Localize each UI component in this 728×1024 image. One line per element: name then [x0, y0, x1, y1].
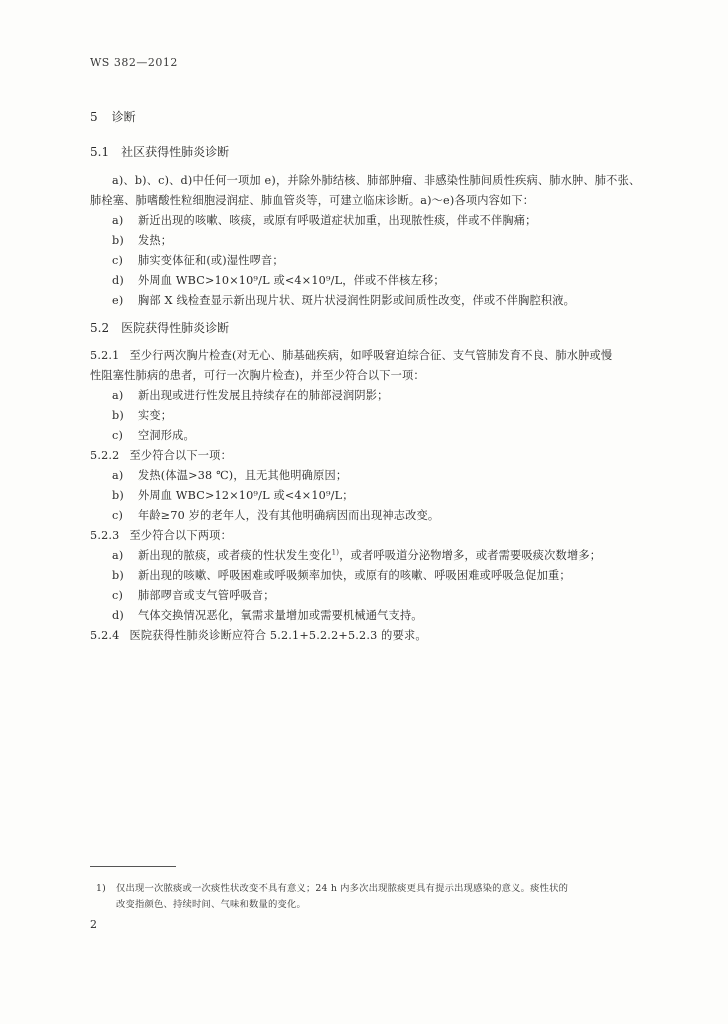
clause-5-2-4	[90, 627, 427, 643]
item-text: 空洞形成。	[138, 429, 195, 442]
item-text: 新出现的脓痰，或者痰的性状发生变化	[138, 549, 332, 562]
clause-intro: 至少符合以下两项：	[129, 529, 232, 542]
item-text: 外周血 WBC>10×10⁹/L 或<4×10⁹/L，伴或不伴核左移；	[138, 274, 445, 287]
section-number: 5.1	[90, 145, 110, 159]
list-item	[112, 587, 275, 603]
clause-5-2-2	[90, 447, 232, 463]
list-item	[112, 427, 195, 443]
item-label: a)	[112, 469, 124, 482]
standard-code-header: WS 382—2012	[90, 56, 178, 69]
clause-intro: 至少符合以下一项：	[129, 449, 232, 462]
item-text: 外周血 WBC>12×10⁹/L 或<4×10⁹/L；	[138, 489, 354, 502]
list-item	[112, 212, 537, 228]
section-number: 5	[90, 110, 98, 124]
section-5-2-heading	[90, 319, 229, 336]
paragraph-line: 性阻塞性肺病的患者，可行一次胸片检查)，并至少符合以下一项：	[90, 369, 425, 382]
item-label: a)	[112, 389, 124, 402]
item-label: d)	[112, 609, 124, 622]
item-label: b)	[112, 489, 124, 502]
list-item	[112, 272, 445, 288]
item-text: 发热；	[138, 234, 173, 247]
list-item	[112, 252, 284, 268]
paragraph-line: a)、b)、c)、d)中任何一项加 e)，并除外肺结核、肺部肿瘤、非感染性肺间质性疾病、肺水肿、肺不张、	[112, 174, 641, 187]
section-title: 诊断	[111, 110, 136, 124]
item-label: c)	[112, 429, 124, 442]
footnote-reference: 1)	[331, 548, 340, 557]
clause-5-2-1	[90, 347, 612, 363]
item-text: 实变；	[138, 409, 173, 422]
page-number: 2	[90, 918, 97, 931]
item-text-continued: ，或者呼吸道分泌物增多，或者需要吸痰次数增多；	[339, 549, 602, 562]
clause-number: 5.2.2	[90, 449, 120, 462]
item-label: c)	[112, 254, 124, 267]
item-text: 气体交换情况恶化，氧需求量增加或需要机械通气支持。	[138, 609, 423, 622]
list-item	[112, 467, 347, 483]
clause-number: 5.2.1	[90, 349, 120, 362]
section-title: 医院获得性肺炎诊断	[121, 321, 230, 335]
clause-5-2-3	[90, 527, 232, 543]
list-item	[112, 407, 172, 423]
item-text: 新出现或进行性发展且持续存在的肺部浸润阴影；	[138, 389, 389, 402]
paragraph-line: 肺栓塞、肺嗜酸性粒细胞浸润症、肺血管炎等，可建立临床诊断。a)～e)各项内容如下：	[90, 194, 535, 207]
list-item	[112, 387, 389, 403]
section-title: 社区获得性肺炎诊断	[121, 145, 230, 159]
list-item	[112, 607, 423, 623]
item-label: a)	[112, 549, 124, 562]
item-label: b)	[112, 234, 124, 247]
list-item	[112, 507, 439, 523]
item-text: 新近出现的咳嗽、咳痰，或原有呼吸道症状加重，出现脓性痰，伴或不伴胸痛；	[138, 214, 537, 227]
item-text: 肺部啰音或支气管呼吸音；	[138, 589, 275, 602]
item-label: b)	[112, 569, 124, 582]
item-label: b)	[112, 409, 124, 422]
section-number: 5.2	[90, 321, 110, 335]
section-5-1-heading	[90, 143, 229, 160]
paragraph-line: 至少行两次胸片检查(对无心、肺基础疾病，如呼吸窘迫综合征、支气管肺发育不良、肺水肿或慢	[129, 349, 613, 362]
list-item	[112, 292, 575, 308]
item-text: 发热(体温>38 ℃)，且无其他明确原因；	[138, 469, 348, 482]
list-item	[112, 232, 172, 248]
footnote-divider	[90, 866, 176, 867]
list-item	[112, 547, 601, 563]
item-label: c)	[112, 509, 124, 522]
footnote-label: 1)	[96, 883, 106, 894]
item-text: 年龄≥70 岁的老年人，没有其他明确病因而出现神志改变。	[138, 509, 440, 522]
item-label: e)	[112, 294, 124, 307]
footnote-line: 仅出现一次脓痰或一次痰性状改变不具有意义；24 h 内多次出现脓痰更具有提示出现感染的意义。痰性状的	[116, 883, 569, 894]
footnote	[96, 880, 568, 894]
item-text: 肺实变体征和(或)湿性啰音；	[138, 254, 284, 267]
item-label: c)	[112, 589, 124, 602]
list-item	[112, 567, 571, 583]
clause-number: 5.2.4	[90, 629, 120, 642]
list-item	[112, 487, 354, 503]
footnote-line: 改变指颜色、持续时间、气味和数量的变化。	[116, 899, 306, 910]
item-label: d)	[112, 274, 124, 287]
item-label: a)	[112, 214, 124, 227]
clause-number: 5.2.3	[90, 529, 120, 542]
section-5-heading	[90, 108, 136, 125]
item-text: 新出现的咳嗽、呼吸困难或呼吸频率加快，或原有的咳嗽、呼吸困难或呼吸急促加重；	[138, 569, 571, 582]
clause-text: 医院获得性肺炎诊断应符合 5.2.1+5.2.2+5.2.3 的要求。	[129, 629, 427, 642]
item-text: 胸部 X 线检查显示新出现片状、斑片状浸润性阴影或间质性改变，伴或不伴胸腔积液。	[138, 294, 576, 307]
